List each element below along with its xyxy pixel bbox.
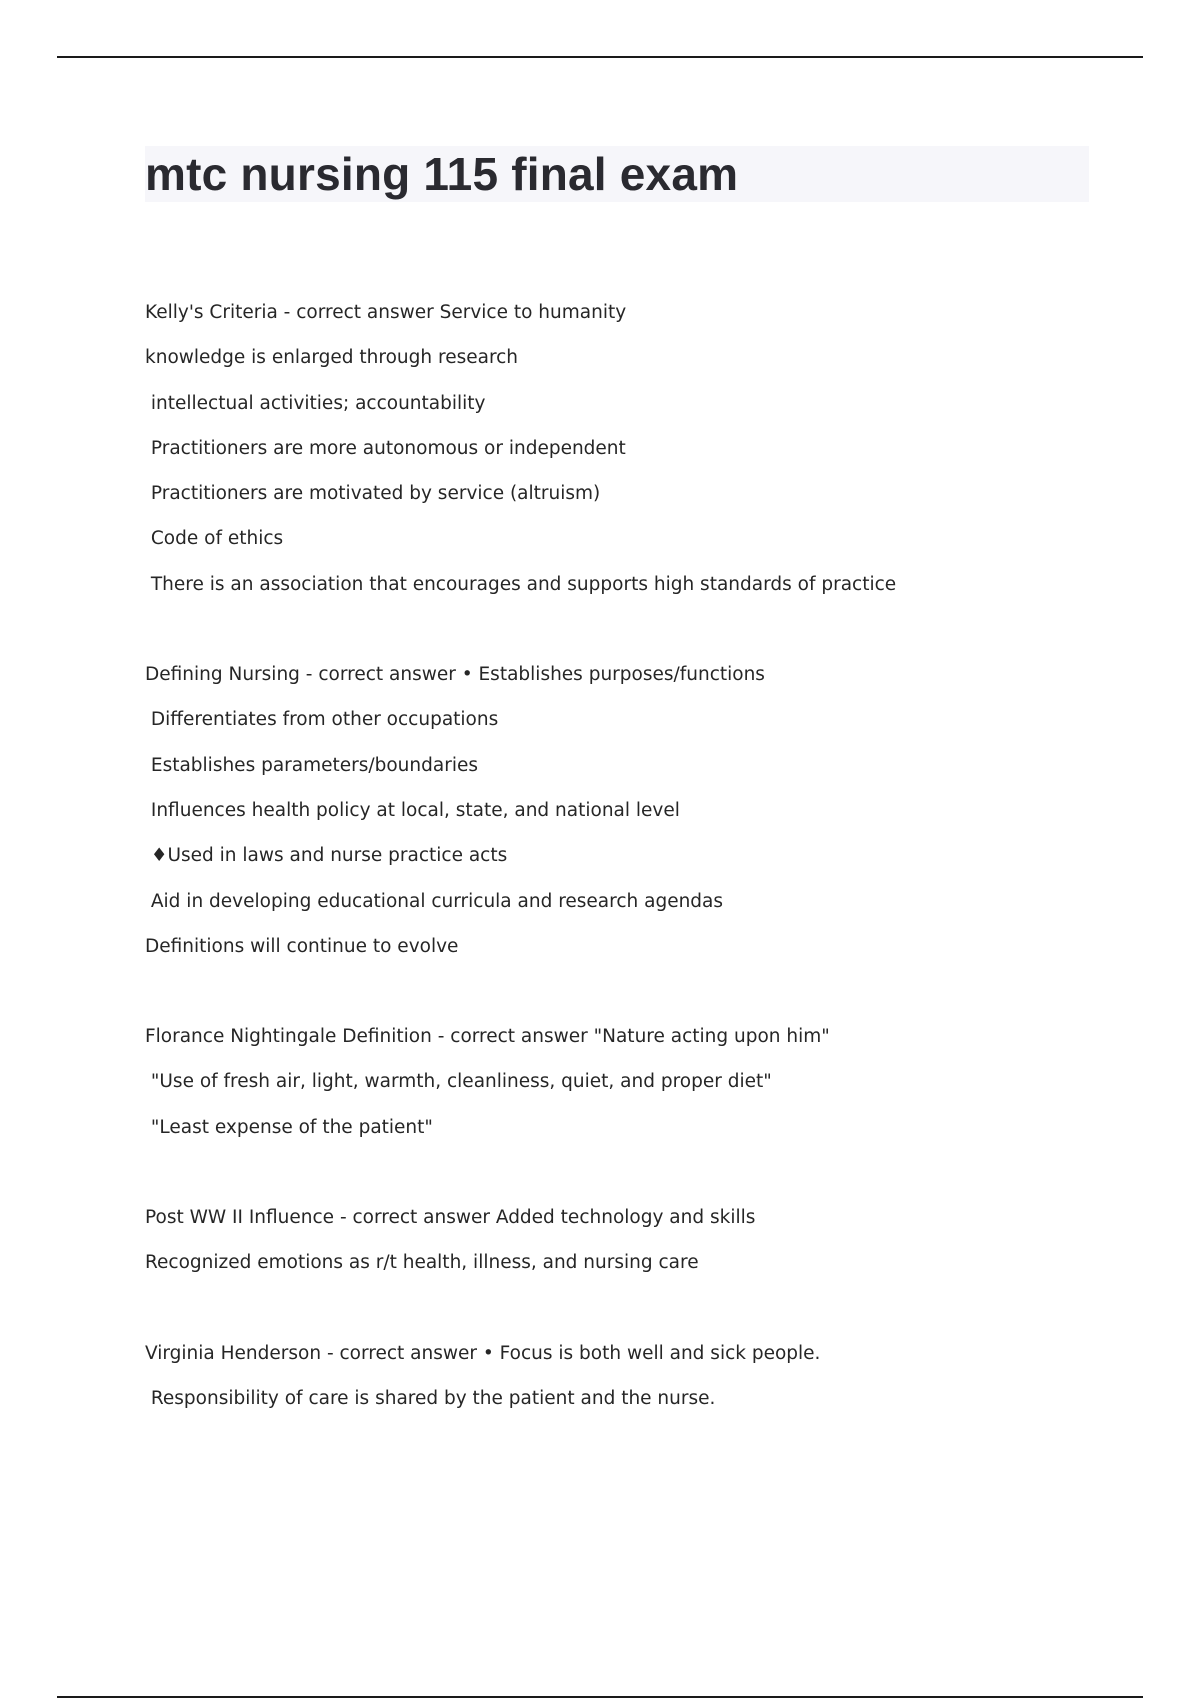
- section-virginia-henderson: [145, 1331, 1085, 1422]
- text-line: Aid in developing educational curricula and research agendas: [145, 890, 724, 912]
- page-title: mtc nursing 115 final exam: [145, 148, 739, 200]
- text-line: intellectual activities; accountability: [145, 392, 486, 414]
- text-line: Influences health policy at local, state, and national level: [145, 799, 680, 821]
- text-line: Kelly's Criteria - correct answer Service to humanity: [145, 302, 627, 323]
- text-line: Establishes parameters/boundaries: [145, 754, 478, 776]
- text-line: Post WW II Influence - correct answer Added technology and skills: [145, 1207, 756, 1229]
- section-nightingale-definition: [145, 1014, 1085, 1150]
- text-line: knowledge is enlarged through research: [145, 347, 519, 369]
- text-line: Responsibility of care is shared by the patient and the nurse.: [145, 1387, 716, 1409]
- text-line: Differentiates from other occupations: [145, 709, 499, 731]
- text-line: Defining Nursing - correct answer • Establishes purposes/functions: [145, 664, 765, 686]
- text-line: Practitioners are more autonomous or independent: [145, 437, 626, 459]
- text-line: Virginia Henderson - correct answer • Focus is both well and sick people.: [145, 1342, 821, 1364]
- section-defining-nursing: [145, 652, 1085, 969]
- text-line: Definitions will continue to evolve: [145, 935, 459, 957]
- section-kellys-criteria: [145, 290, 1085, 607]
- text-line: "Least expense of the patient": [145, 1116, 433, 1138]
- text-line: Florance Nightingale Definition - correct answer "Nature acting upon him": [145, 1026, 830, 1048]
- text-line: ♦Used in laws and nurse practice acts: [145, 845, 508, 867]
- text-line: "Use of fresh air, light, warmth, cleanliness, quiet, and proper diet": [145, 1071, 772, 1093]
- document-body: [145, 290, 1085, 1421]
- text-line: Code of ethics: [145, 528, 284, 550]
- section-post-ww2-influence: [145, 1195, 1085, 1286]
- text-line: There is an association that encourages and supports high standards of practice: [145, 573, 897, 595]
- header-rule: [57, 56, 1143, 58]
- text-line: Recognized emotions as r/t health, illness, and nursing care: [145, 1252, 699, 1274]
- footer-rule: [57, 1696, 1143, 1698]
- text-line: Practitioners are motivated by service (altruism): [145, 483, 601, 505]
